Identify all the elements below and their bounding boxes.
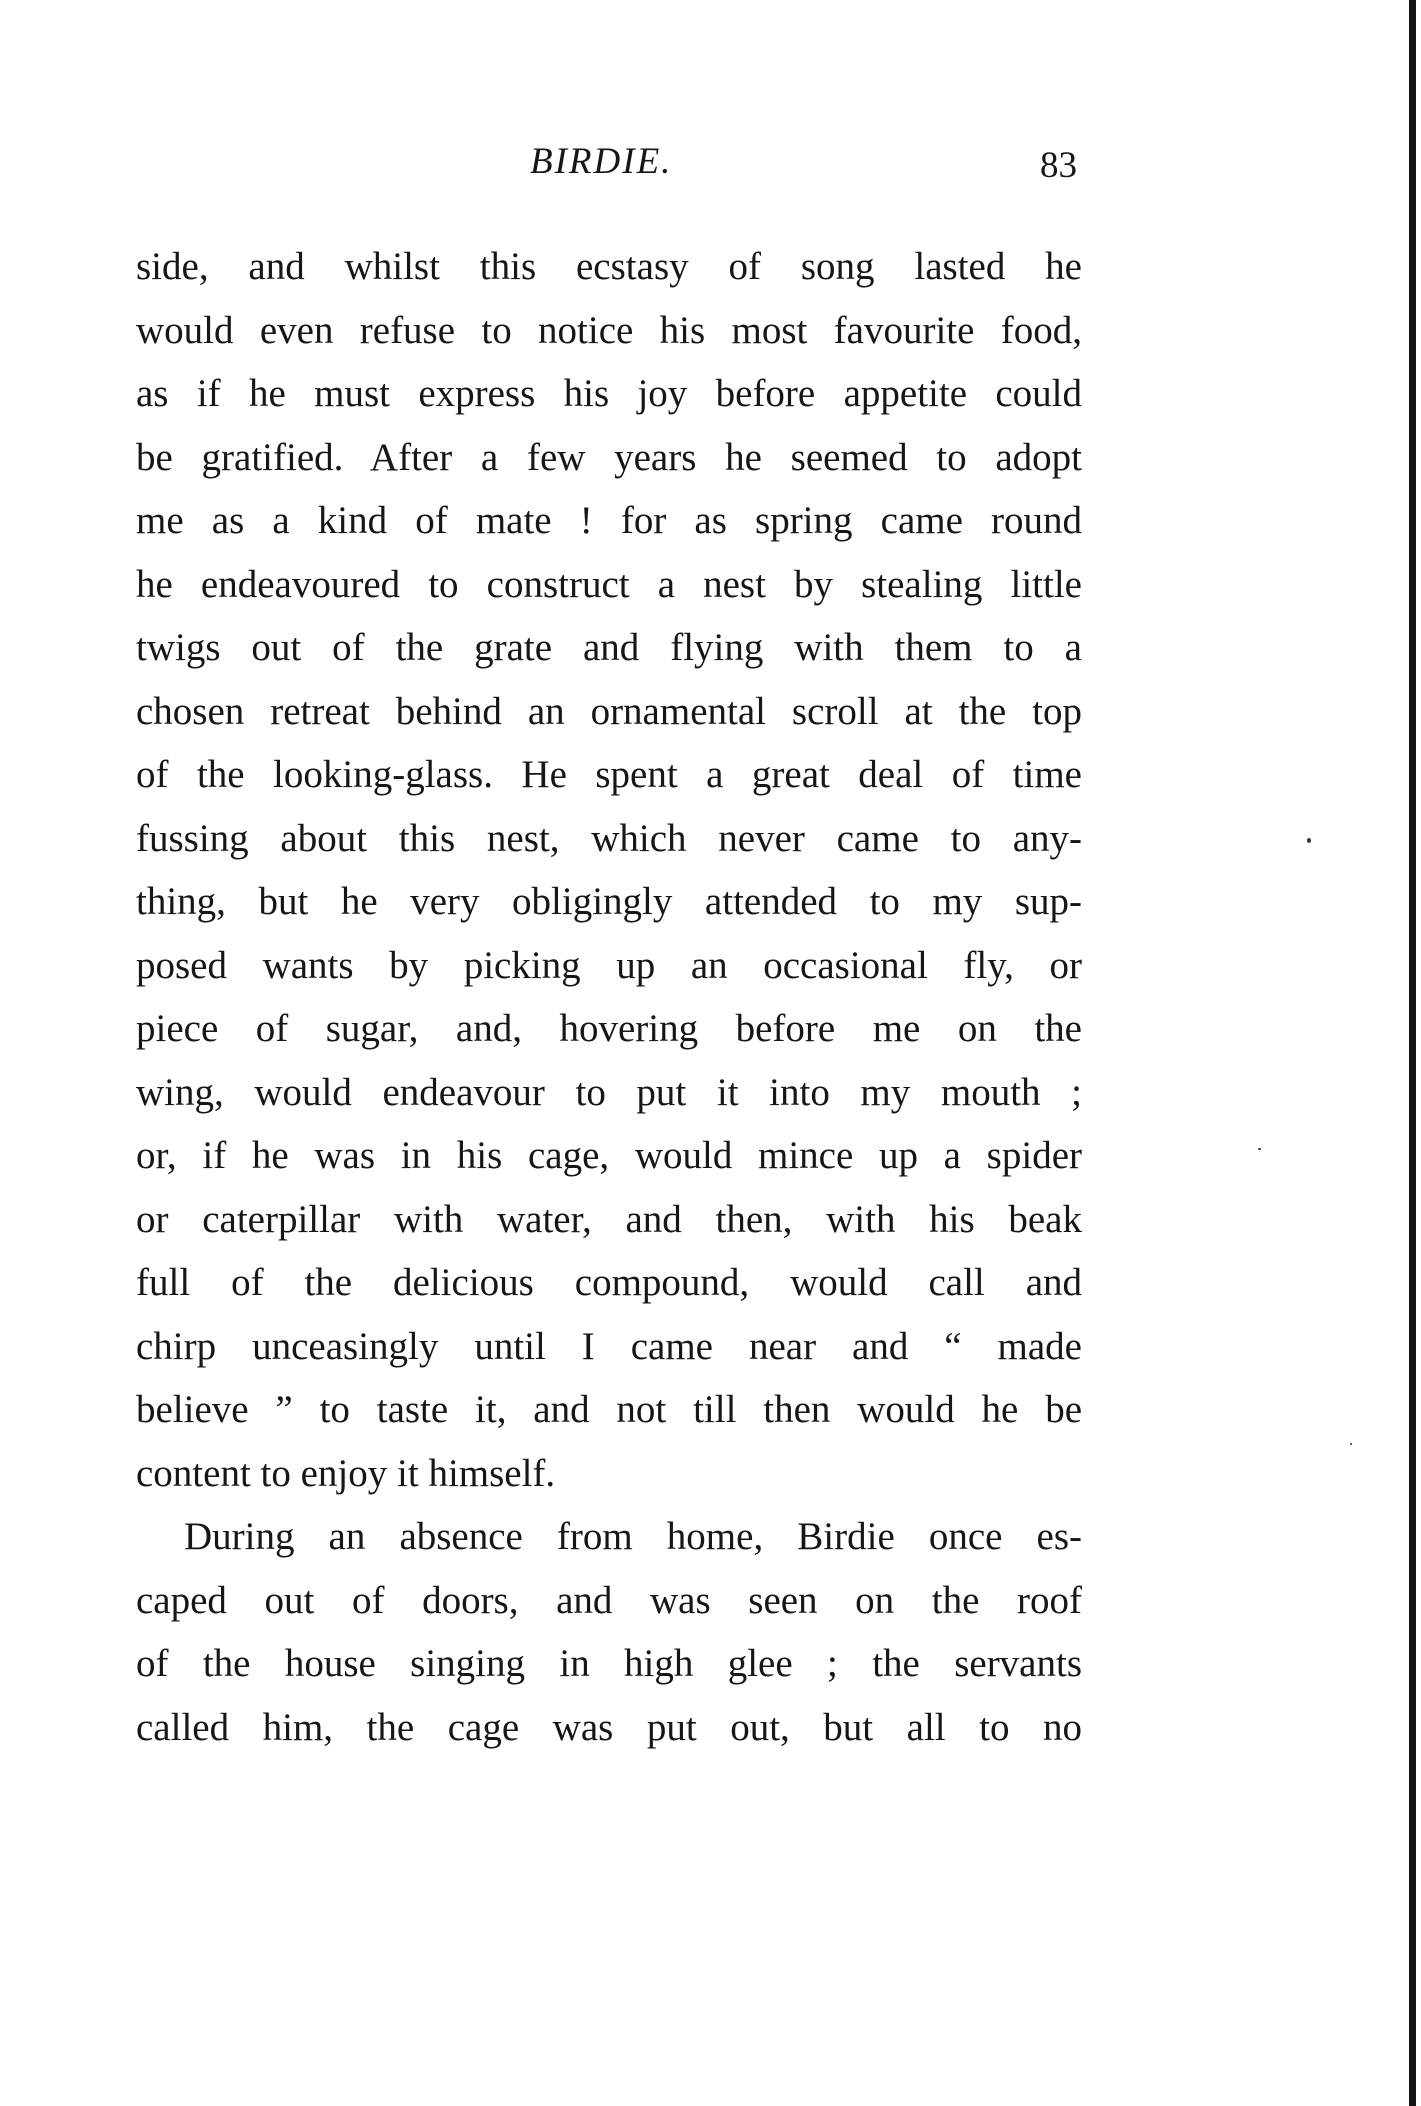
text-line: of the house singing in high glee ; the servants — [136, 1642, 1082, 1685]
text-line: me as a kind of mate ! for as spring came round — [136, 499, 1082, 542]
page-edge-shadow — [1409, 0, 1416, 2106]
text-line: wing, would endeavour to put it into my mouth ; — [136, 1070, 1082, 1114]
text-line: thing, but he very obligingly attended to my sup- — [136, 880, 1082, 923]
text-line: he endeavoured to construct a nest by stealing little — [136, 562, 1082, 606]
text-line: as if he must express his joy before appetite could — [136, 372, 1082, 415]
running-head — [0, 140, 1421, 190]
text-line: full of the delicious compound, would call and — [136, 1261, 1082, 1304]
running-title: BIRDIE. — [530, 141, 673, 182]
text-line: be gratified. After a few years he seemed to adopt — [136, 435, 1082, 479]
text-line: of the looking-glass. He spent a great deal of time — [136, 753, 1082, 796]
text-line: chirp unceasingly until I came near and “ made — [136, 1324, 1082, 1368]
scan-speck — [1307, 838, 1311, 843]
body-text — [136, 235, 1082, 1759]
text-line-paragraph-end: content to enjoy it himself. — [136, 1451, 556, 1495]
text-line: fussing about this nest, which never came to any- — [136, 816, 1082, 860]
scan-speck — [1258, 1148, 1261, 1150]
text-line: side, and whilst this ecstasy of song lasted he — [136, 245, 1082, 288]
text-line: posed wants by picking up an occasional fly, or — [136, 943, 1082, 987]
scan-speck — [1350, 1443, 1352, 1445]
text-line-paragraph-start: During an absence from home, Birdie once es- — [184, 1515, 1082, 1558]
page-number: 83 — [1040, 145, 1077, 186]
text-line: believe ” to taste it, and not till then would he be — [136, 1388, 1082, 1431]
text-line: chosen retreat behind an ornamental scroll at the top — [136, 689, 1082, 733]
text-line: caped out of doors, and was seen on the roof — [136, 1578, 1082, 1622]
text-line: would even refuse to notice his most favourite food, — [136, 308, 1082, 352]
text-line: twigs out of the grate and flying with them to a — [136, 626, 1082, 669]
text-line: piece of sugar, and, hovering before me on the — [136, 1007, 1082, 1050]
text-line: or caterpillar with water, and then, with his beak — [136, 1197, 1082, 1241]
text-line: or, if he was in his cage, would mince up a spider — [136, 1134, 1082, 1177]
text-line: called him, the cage was put out, but all to no — [136, 1705, 1082, 1749]
